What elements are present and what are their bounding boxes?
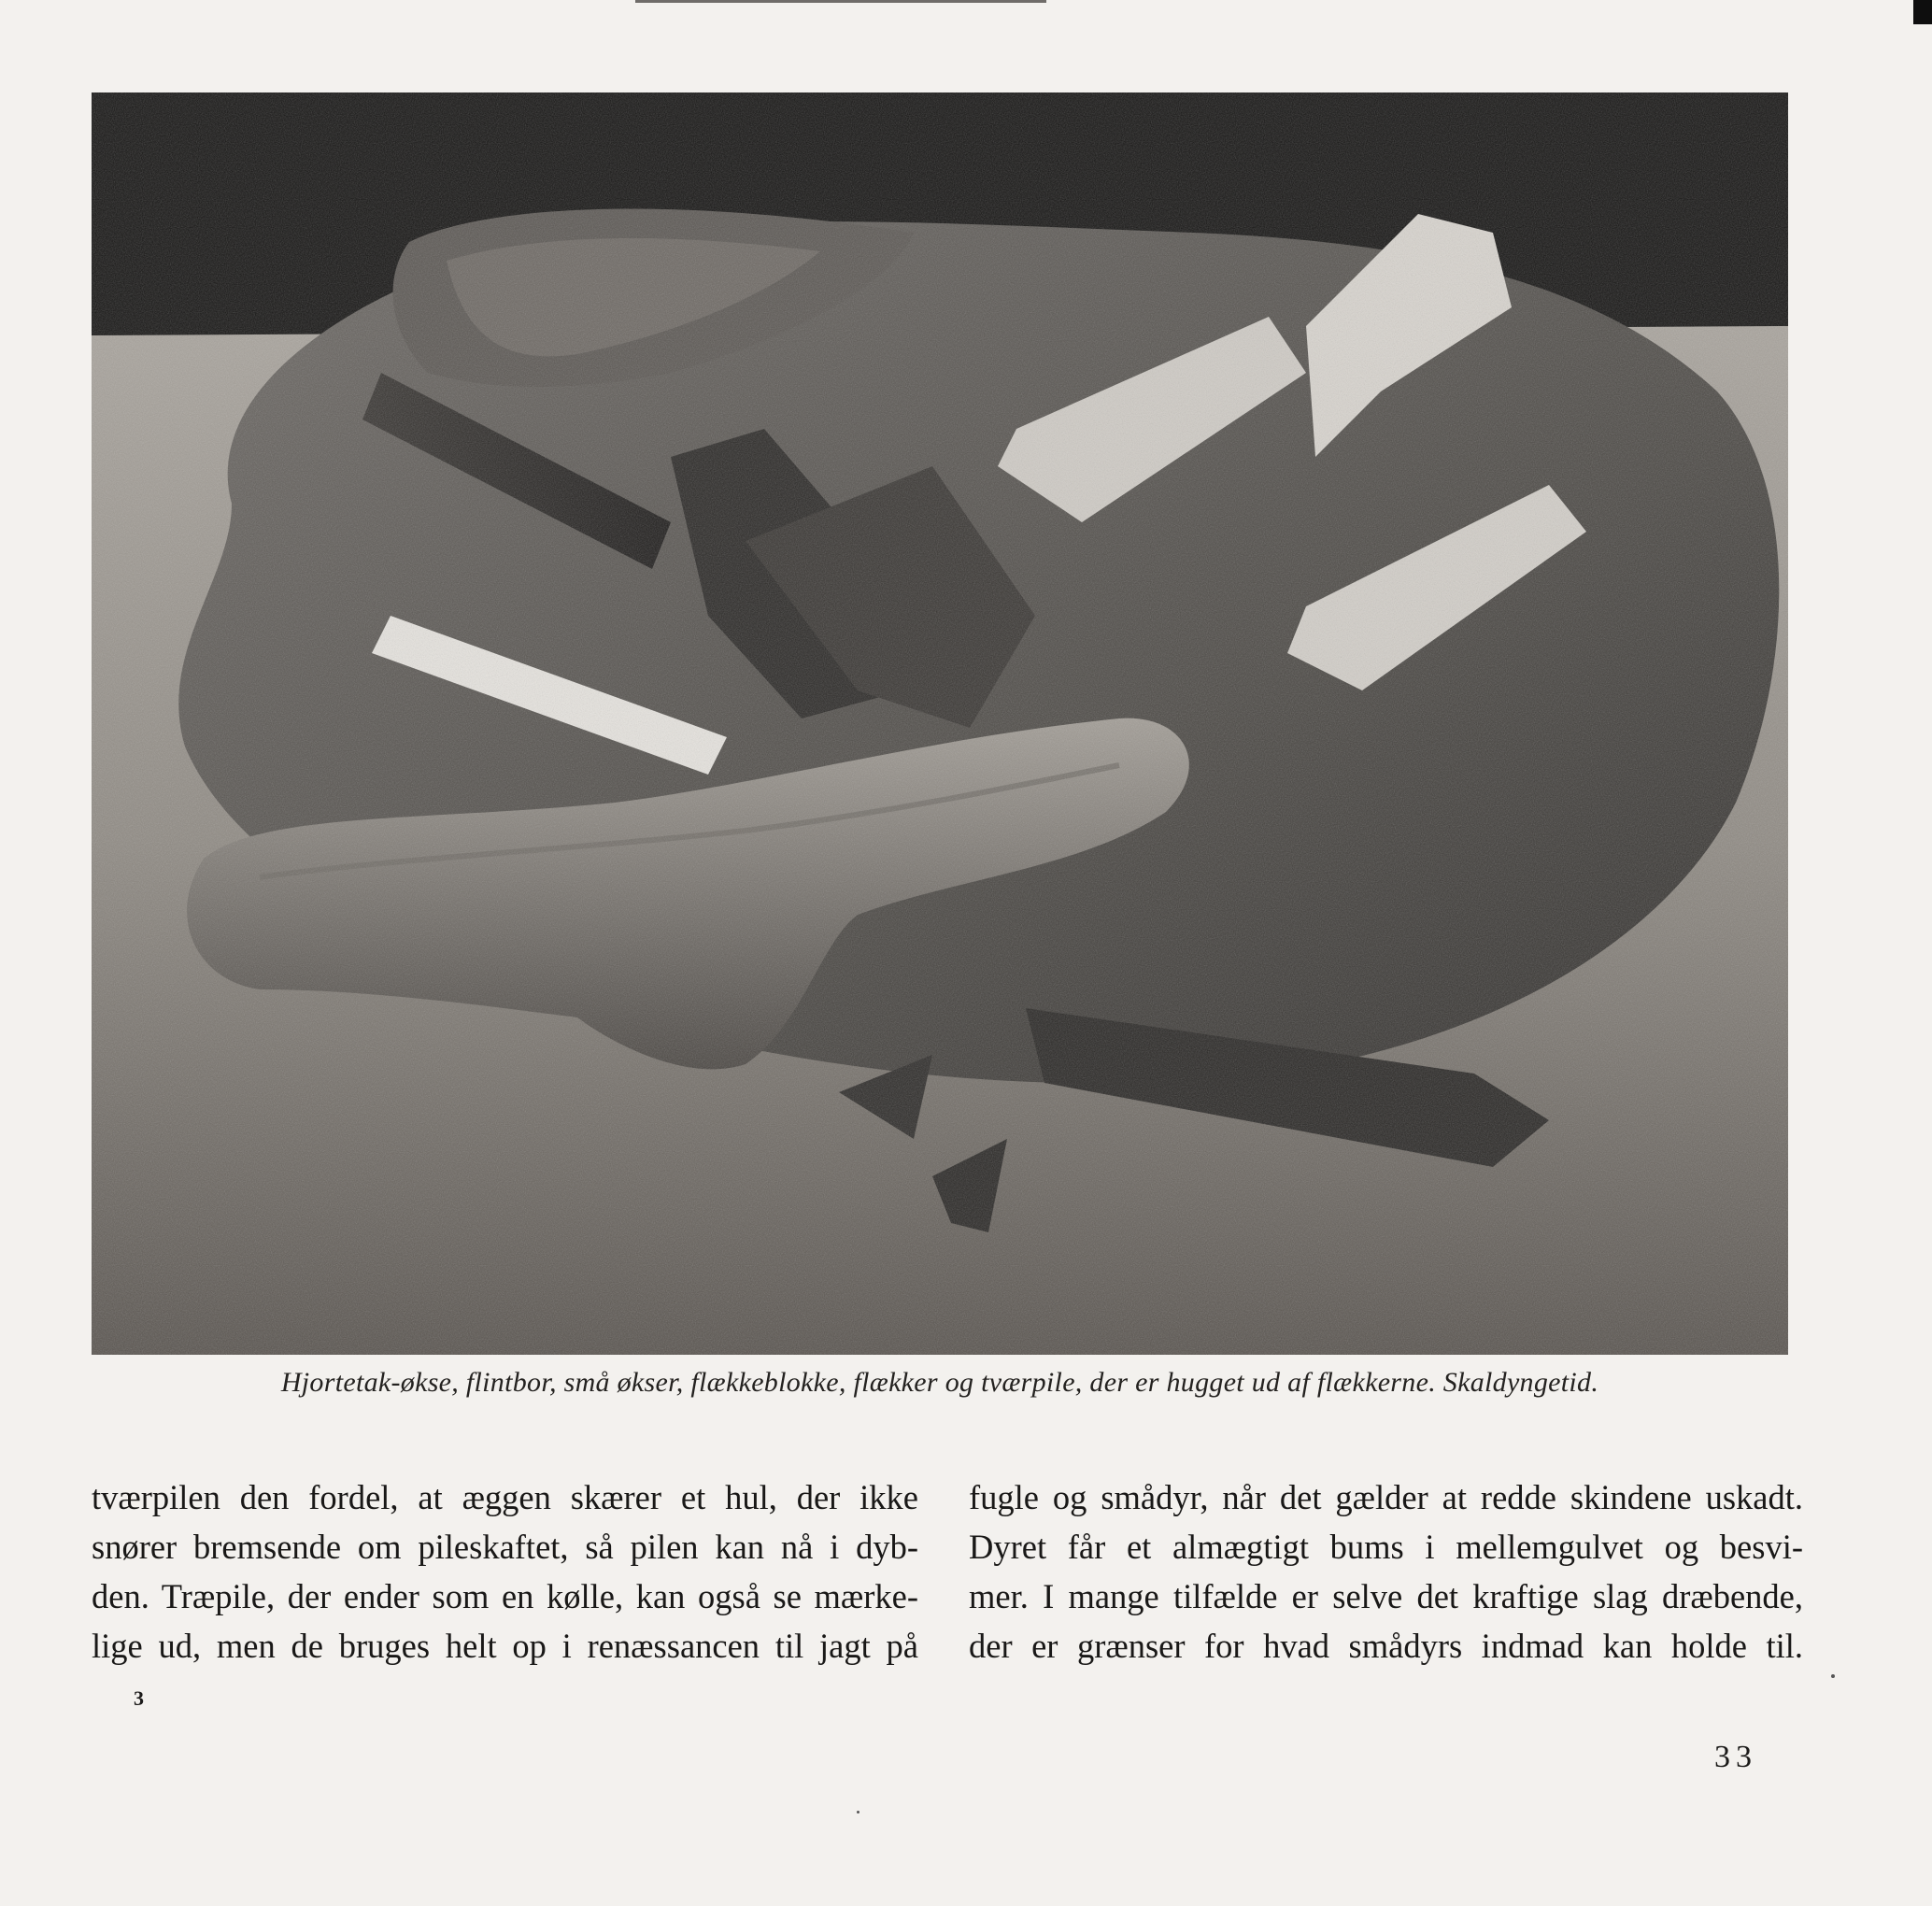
- signature-mark: 3: [134, 1686, 144, 1710]
- body-line: den. Træpile, der ender som en kølle, kan også se mærke-: [92, 1577, 918, 1615]
- body-line: mer. I mange tilfælde er selve det kraftige slag dræbende,: [969, 1577, 1803, 1615]
- body-text-left-column: [92, 1472, 918, 1671]
- body-line: fugle og smådyr, når det gælder at redde skindene uskadt.: [969, 1478, 1803, 1516]
- page-number: 33: [1714, 1740, 1757, 1774]
- body-line: der er grænser for hvad smådyrs indmad kan holde til.: [969, 1627, 1803, 1665]
- body-line: snører bremsende om pileskaftet, så pilen kan nå i dyb-: [92, 1528, 918, 1566]
- print-speck: [1831, 1674, 1835, 1678]
- corner-mark: [1913, 0, 1932, 24]
- body-line: tværpilen den fordel, at æggen skærer et hul, der ikke: [92, 1478, 918, 1516]
- artifact-photo-illustration: [92, 92, 1788, 1355]
- body-text-right-column: [969, 1472, 1803, 1671]
- print-speck: [857, 1811, 859, 1814]
- top-edge-rule: [635, 0, 1046, 3]
- artifact-photograph: [92, 92, 1788, 1355]
- body-line: Dyret får et almægtigt bums i mellemgulvet og besvi-: [969, 1528, 1803, 1566]
- body-line: lige ud, men de bruges helt op i renæssancen til jagt på: [92, 1627, 918, 1665]
- figure-caption: Hjortetak-økse, flintbor, små økser, flækkeblokke, flækker og tværpile, der er hugget ud af flækkerne. Skaldyngetid.: [280, 1367, 1599, 1398]
